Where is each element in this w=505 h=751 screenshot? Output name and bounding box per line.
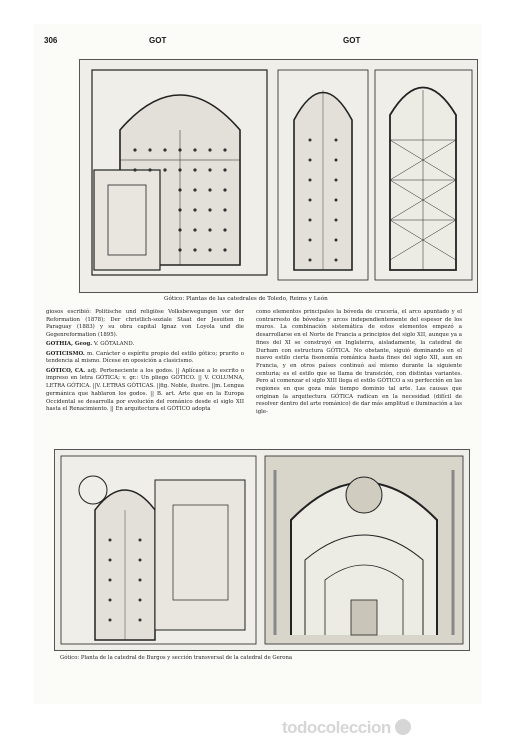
- running-head-left: GOT: [149, 36, 167, 45]
- floor-plans-plate: [79, 59, 478, 293]
- page-number: 306: [44, 36, 58, 45]
- entry-goticismo: GOTICISMO. m. Carácter o espíritu propio del estilo gótico; prurito o tendencia al mismo. Dícese en oposición a clasicismo.: [46, 350, 244, 365]
- text-column-right: [256, 309, 462, 418]
- gerona-section: [265, 456, 463, 644]
- burgos-gerona-illustration: [55, 450, 469, 650]
- watermark-logo: todocoleccion: [282, 718, 411, 738]
- paragraph-gothic-architecture: como elementos principales la bóveda de crucería, el arco apuntado y el contrarresto de bóvedas y arcos independientemente del espesor de los muros. La combinación sistemática de estos elementos empezó a desarrollarse en el Norte de Francia a principios del siglo XII, aunque ya a fines del XI se construyó en Inglaterra, aisladamente, la catedral de Durham con estructura GÓTICA. No obstante, siguió dominando en el nuevo estilo cierta fisonomía románica hasta fines del siglo XII, aun en Francia, y en otros países continuó así mismo durante la siguiente centuria; es el estilo que se llama de transición, con distintas variantes. Pero al comenzar el siglo XIII llega el estilo GÓTICO a su perfección en las regiones en que goza más tiempo dominio tal arte. Las causas que originan la arquitectura GÓTICA radican en la necesidad (difícil de resolver dentro del arte románico) de dar más amplitud e iluminación a las igle-: [256, 309, 462, 416]
- watermark-band: [0, 712, 505, 751]
- text-column-left: [46, 309, 244, 416]
- entry-gotico: GÓTICO, CA. adj. Perteneciente a los godos. || Aplícase a lo escrito o impreso en letra GÓTICA; v. gr.: Un pliego GÓTICO. || V. COLUMNA, LETRA GÓTICA. ||V. LETRAS GÓTICAS. ||fig. Noble, ilustre. ||m. Lengua germánica que hablaron los godos. || B. art. Arte que en la Europa Occidental se desarrolla por evolución del románico desde el siglo XII hasta el Renacimiento. || En arquitectura el GÓTICO adopta: [46, 367, 245, 413]
- top-plate-caption: Gótico: Plantas de las catedrales de Toledo, Reims y León: [164, 296, 328, 302]
- cathedral-plans-illustration: [80, 60, 477, 292]
- bottom-plate-caption: Gótico: Planta de la catedral de Burgos y sección transversal de la catedral de Gerona: [60, 655, 293, 661]
- burgos-gerona-plate: [54, 449, 470, 651]
- paragraph-gothein-works: giosos escribió: Politische und religiöse Volksbewegungen vor der Reformation (1878); Der christlich-soziale Staat der Jesuiten in Paraguay (1883) y su obra capital Ignaz von Loyola und die Gegenreformation (1895).: [46, 309, 244, 339]
- entry-gothia: GOTHIA, Geog. V. GÖTALAND.: [46, 341, 135, 348]
- hand-icon: [395, 719, 411, 735]
- running-head-right: GOT: [343, 36, 361, 45]
- book-page: [34, 24, 482, 704]
